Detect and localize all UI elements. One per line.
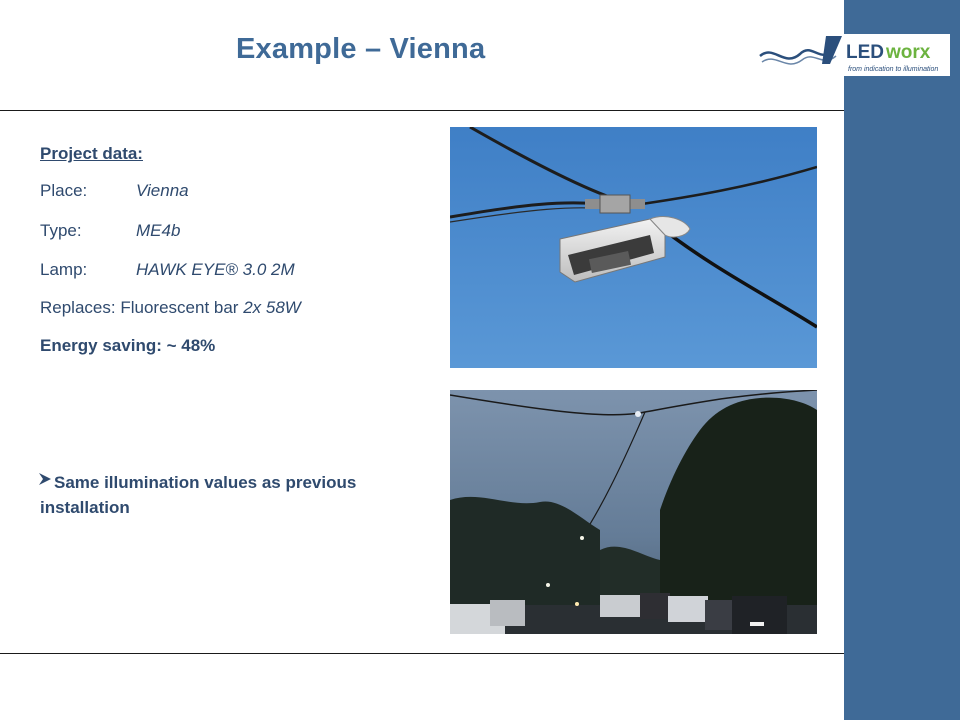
lamp-value: HAWK EYE® 3.0 2M	[136, 260, 295, 279]
lamp-label: Lamp:	[40, 260, 88, 279]
replaces-label: Replaces:	[40, 298, 116, 317]
energy-label: Energy saving:	[40, 336, 162, 355]
place-row	[40, 181, 189, 201]
bottom-rule	[0, 653, 844, 654]
replaces-value: 2x 58W	[243, 298, 301, 317]
place-label: Place:	[40, 181, 88, 200]
bullet-text: Same illumination values as previous installation	[40, 473, 357, 517]
slide-title: Example – Vienna	[236, 33, 486, 65]
bullet-item	[40, 470, 360, 520]
lamp-row	[40, 260, 295, 280]
top-rule	[0, 110, 844, 111]
lamp-daytime-photo	[450, 127, 817, 368]
logo-tagline: from indication to illumination	[848, 66, 939, 73]
svg-text:worx: worx	[886, 42, 931, 63]
arrow-bullet-icon	[38, 472, 52, 486]
replaces-row	[40, 298, 301, 318]
side-bar	[844, 0, 960, 720]
ledworx-logo	[756, 34, 950, 76]
type-row	[40, 221, 181, 241]
energy-value: ~ 48%	[166, 336, 216, 355]
logo-wordmark	[846, 42, 931, 63]
type-label: Type:	[40, 221, 82, 240]
energy-row	[40, 336, 215, 356]
svg-text:LED: LED	[846, 42, 884, 63]
type-value: ME4b	[136, 221, 181, 240]
project-data-heading: Project data:	[40, 144, 143, 163]
street-night-photo	[450, 390, 817, 634]
place-value: Vienna	[136, 181, 189, 200]
replaces-prefix: Fluorescent bar	[120, 298, 239, 317]
